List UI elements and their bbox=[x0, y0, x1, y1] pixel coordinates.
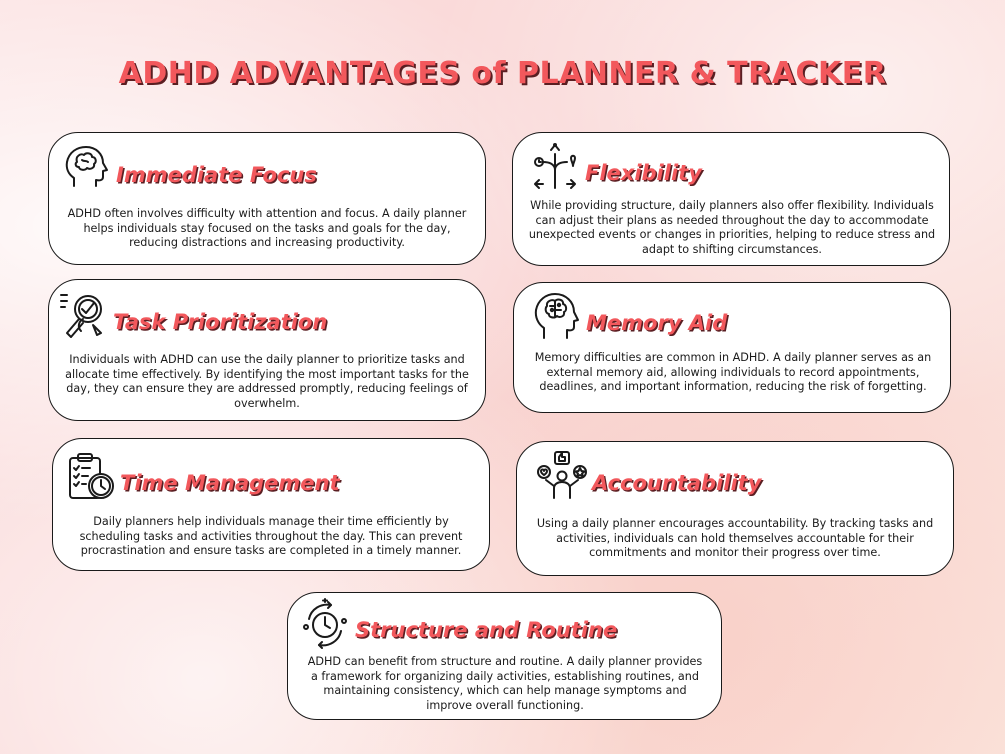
card-title: Accountability bbox=[592, 471, 762, 495]
card-text: ADHD often involves difficulty with attention and focus. A daily planner helps individuals stay focused on the tasks and goals for the day, reducing distractions and increasing productivity. bbox=[67, 207, 467, 249]
card-title: Task Prioritization bbox=[113, 310, 328, 334]
card-title: Flexibility bbox=[585, 161, 702, 185]
crossroads-icon bbox=[529, 140, 581, 192]
brain-head-icon bbox=[60, 142, 112, 194]
clipboard-clock-icon bbox=[64, 450, 116, 502]
person-thumbs-up-icon bbox=[536, 450, 588, 502]
card-text: Memory difficulties are common in ADHD. A daily planner serves as an external memory aid, allowing individuals to record appointments, deadlines, and important information, reducing the risk of forgetting. bbox=[534, 351, 932, 393]
card-title: Time Management bbox=[120, 471, 340, 495]
card-text: Using a daily planner encourages accountability. By tracking tasks and activities, individuals can hold themselves accountable for their commitments and monitor their progress over time. bbox=[536, 517, 934, 559]
card-immediate-focus-header bbox=[60, 142, 317, 194]
clock-cycle-icon bbox=[299, 597, 351, 649]
card-text: Individuals with ADHD can use the daily planner to prioritize tasks and allocate time effectively. By identifying the most important tasks for the day, they can ensure they are addressed promptly, reducing feelings of overwhelm. bbox=[65, 353, 469, 410]
card-text: Daily planners help individuals manage their time efficiently by scheduling tasks and activities throughout the day. This can prevent procrastination and ensure tasks are completed in a timely manner. bbox=[79, 515, 463, 557]
card-title: Memory Aid bbox=[586, 311, 728, 335]
page-title: ADHD ADVANTAGES of PLANNER & TRACKER bbox=[118, 56, 887, 91]
card-title: Immediate Focus bbox=[116, 163, 317, 187]
card-text: ADHD can benefit from structure and routine. A daily planner provides a framework for organizing daily activities, establishing routines, and maintaining consistency, which can help manage symptoms and improve overall functioning. bbox=[307, 655, 703, 712]
memory-head-icon bbox=[530, 290, 582, 342]
card-text: While providing structure, daily planners also offer flexibility. Individuals can adjust their plans as needed throughout the day to accommodate unexpected events or changes in priorities, helping to reduce stress and adapt to shifting circumstances. bbox=[528, 199, 936, 256]
card-time-management-header bbox=[64, 450, 340, 502]
card-memory-aid-header bbox=[530, 290, 727, 342]
card-structure-and-routine-header bbox=[299, 597, 617, 649]
checklist-magnifier-icon bbox=[57, 289, 109, 341]
card-title: Structure and Routine bbox=[355, 618, 618, 642]
card-flexibility-header bbox=[529, 140, 702, 192]
card-accountability-header bbox=[536, 450, 761, 502]
card-task-prioritization-header bbox=[57, 289, 327, 341]
